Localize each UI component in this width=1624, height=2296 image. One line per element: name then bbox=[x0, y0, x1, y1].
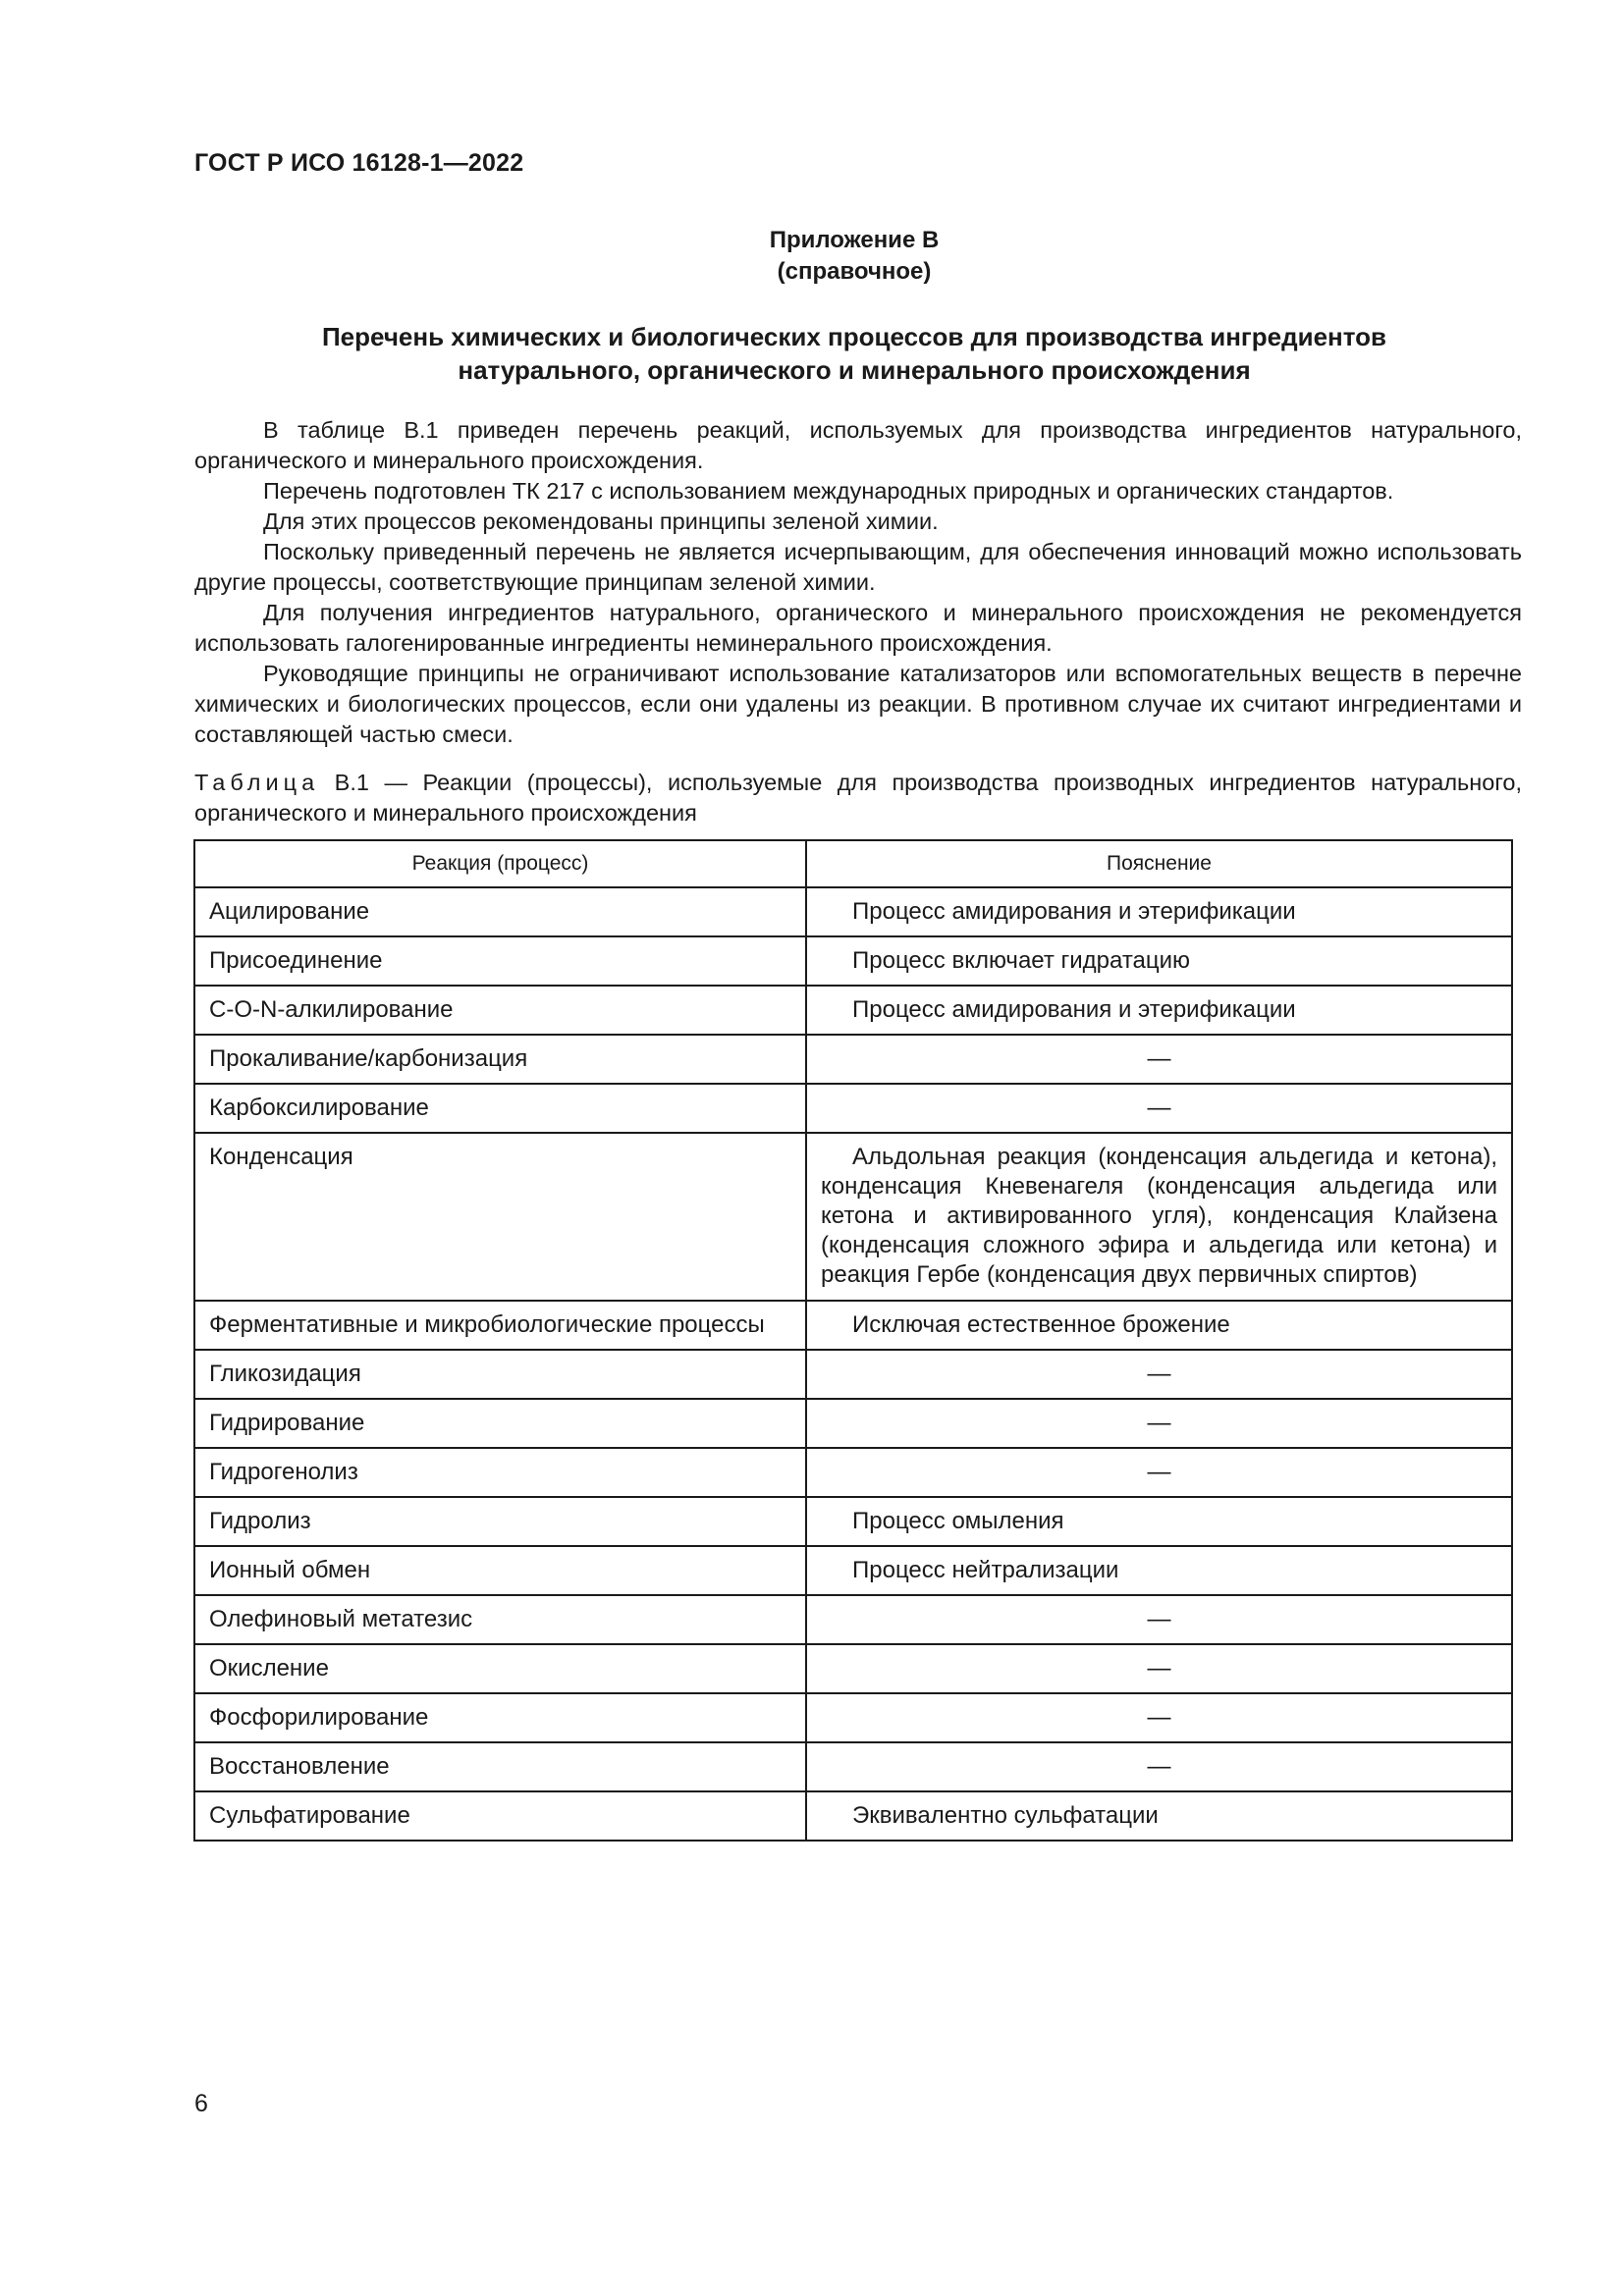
intro-paragraph: Руководящие принципы не ограничивают использование катализаторов или вспомогательных веществ в перечне химических и биологических процессов, если они удалены из реакции. В противном случае их считают ингредиентами и составляющей частью смеси. bbox=[194, 661, 1522, 747]
reaction-cell: Гидрогенолиз bbox=[194, 1448, 806, 1497]
reaction-cell: Фосфорилирование bbox=[194, 1693, 806, 1742]
explanation-cell: — bbox=[806, 1035, 1512, 1084]
explanation-cell: — bbox=[806, 1350, 1512, 1399]
table-row bbox=[194, 1448, 1512, 1497]
reaction-cell: Ферментативные и микробиологические процессы bbox=[194, 1301, 806, 1350]
page-number: 6 bbox=[194, 2090, 208, 2117]
intro-paragraph: Перечень подготовлен ТК 217 с использованием международных природных и органических стандартов. bbox=[263, 478, 1394, 504]
intro-paragraph: Для получения ингредиентов натурального, органического и минерального происхождения не рекомендуется использовать галогенированные ингредиенты неминерального происхождения. bbox=[194, 600, 1522, 656]
annex-title: Приложение В bbox=[769, 227, 940, 253]
table-row bbox=[194, 1693, 1512, 1742]
explanation-cell: Альдольная реакция (конденсация альдегида и кетона), конденсация Кневенагеля (конденсация альдегида или кетона и активированного угля), конденсация Клайзена (конденсация сложного эфира и альдегида или кетона) и реакция Гербе (конденсация двух первичных спиртов) bbox=[806, 1133, 1512, 1301]
table-row bbox=[194, 1742, 1512, 1791]
intro-text bbox=[194, 415, 1522, 750]
intro-paragraph: В таблице В.1 приведен перечень реакций, используемых для производства ингредиентов натурального, органического и минерального происхождения. bbox=[194, 417, 1522, 473]
explanation-cell: — bbox=[806, 1644, 1512, 1693]
section-heading bbox=[255, 320, 1453, 387]
explanation-cell: Процесс омыления bbox=[806, 1497, 1512, 1546]
reaction-cell: Прокаливание/карбонизация bbox=[194, 1035, 806, 1084]
table-row bbox=[194, 1399, 1512, 1448]
intro-paragraph: Поскольку приведенный перечень не является исчерпывающим, для обеспечения инноваций можно использовать другие процессы, соответствующие принципам зеленой химии. bbox=[194, 539, 1522, 595]
explanation-cell: — bbox=[806, 1595, 1512, 1644]
explanation-cell: Процесс включает гидратацию bbox=[806, 936, 1512, 986]
explanation-cell: Эквивалентно сульфатации bbox=[806, 1791, 1512, 1841]
column-header-explanation: Пояснение bbox=[806, 840, 1512, 887]
explanation-cell: Исключая естественное брожение bbox=[806, 1301, 1512, 1350]
table-row bbox=[194, 1035, 1512, 1084]
reaction-cell: Ионный обмен bbox=[194, 1546, 806, 1595]
section-heading-line-2: натурального, органического и минерального происхождения bbox=[458, 355, 1251, 385]
table-row bbox=[194, 1595, 1512, 1644]
reaction-cell: Олефиновый метатезис bbox=[194, 1595, 806, 1644]
intro-paragraph: Для этих процессов рекомендованы принципы зеленой химии. bbox=[263, 508, 939, 534]
explanation-cell: — bbox=[806, 1084, 1512, 1133]
table-caption-text: В.1 — Реакции (процессы), используемые для производства производных ингредиентов натурального, органического и минерального происхождения bbox=[194, 770, 1522, 826]
explanation-cell: — bbox=[806, 1693, 1512, 1742]
table-row bbox=[194, 1644, 1512, 1693]
explanation-cell: Процесс амидирования и этерификации bbox=[806, 986, 1512, 1035]
reaction-cell: C-O-N-алкилирование bbox=[194, 986, 806, 1035]
table-caption-label: Таблица bbox=[194, 770, 320, 795]
explanation-cell: Процесс амидирования и этерификации bbox=[806, 887, 1512, 936]
section-heading-line-1: Перечень химических и биологических процессов для производства ингредиентов bbox=[321, 322, 1386, 351]
reaction-cell: Гидрирование bbox=[194, 1399, 806, 1448]
explanation-cell: Процесс нейтрализации bbox=[806, 1546, 1512, 1595]
reaction-cell: Конденсация bbox=[194, 1133, 806, 1301]
explanation-cell: — bbox=[806, 1742, 1512, 1791]
reaction-cell: Ацилирование bbox=[194, 887, 806, 936]
column-header-reaction: Реакция (процесс) bbox=[194, 840, 806, 887]
reaction-cell: Сульфатирование bbox=[194, 1791, 806, 1841]
explanation-cell: — bbox=[806, 1399, 1512, 1448]
table-row bbox=[194, 936, 1512, 986]
table-row bbox=[194, 887, 1512, 936]
reactions-table bbox=[193, 839, 1513, 1842]
reaction-cell: Карбоксилирование bbox=[194, 1084, 806, 1133]
table-row bbox=[194, 1133, 1512, 1301]
table-row bbox=[194, 1497, 1512, 1546]
annex-subtitle: (справочное) bbox=[777, 258, 932, 285]
table-row bbox=[194, 1301, 1512, 1350]
explanation-cell: — bbox=[806, 1448, 1512, 1497]
reaction-cell: Восстановление bbox=[194, 1742, 806, 1791]
document-code: ГОСТ Р ИСО 16128-1—2022 bbox=[194, 149, 524, 177]
table-header-row bbox=[194, 840, 1512, 887]
table-row bbox=[194, 1350, 1512, 1399]
table-row bbox=[194, 1084, 1512, 1133]
table-row bbox=[194, 986, 1512, 1035]
table-row bbox=[194, 1546, 1512, 1595]
reaction-cell: Присоединение bbox=[194, 936, 806, 986]
table-row bbox=[194, 1791, 1512, 1841]
reaction-cell: Гликозидация bbox=[194, 1350, 806, 1399]
table-caption bbox=[194, 768, 1522, 828]
reaction-cell: Окисление bbox=[194, 1644, 806, 1693]
reaction-cell: Гидролиз bbox=[194, 1497, 806, 1546]
